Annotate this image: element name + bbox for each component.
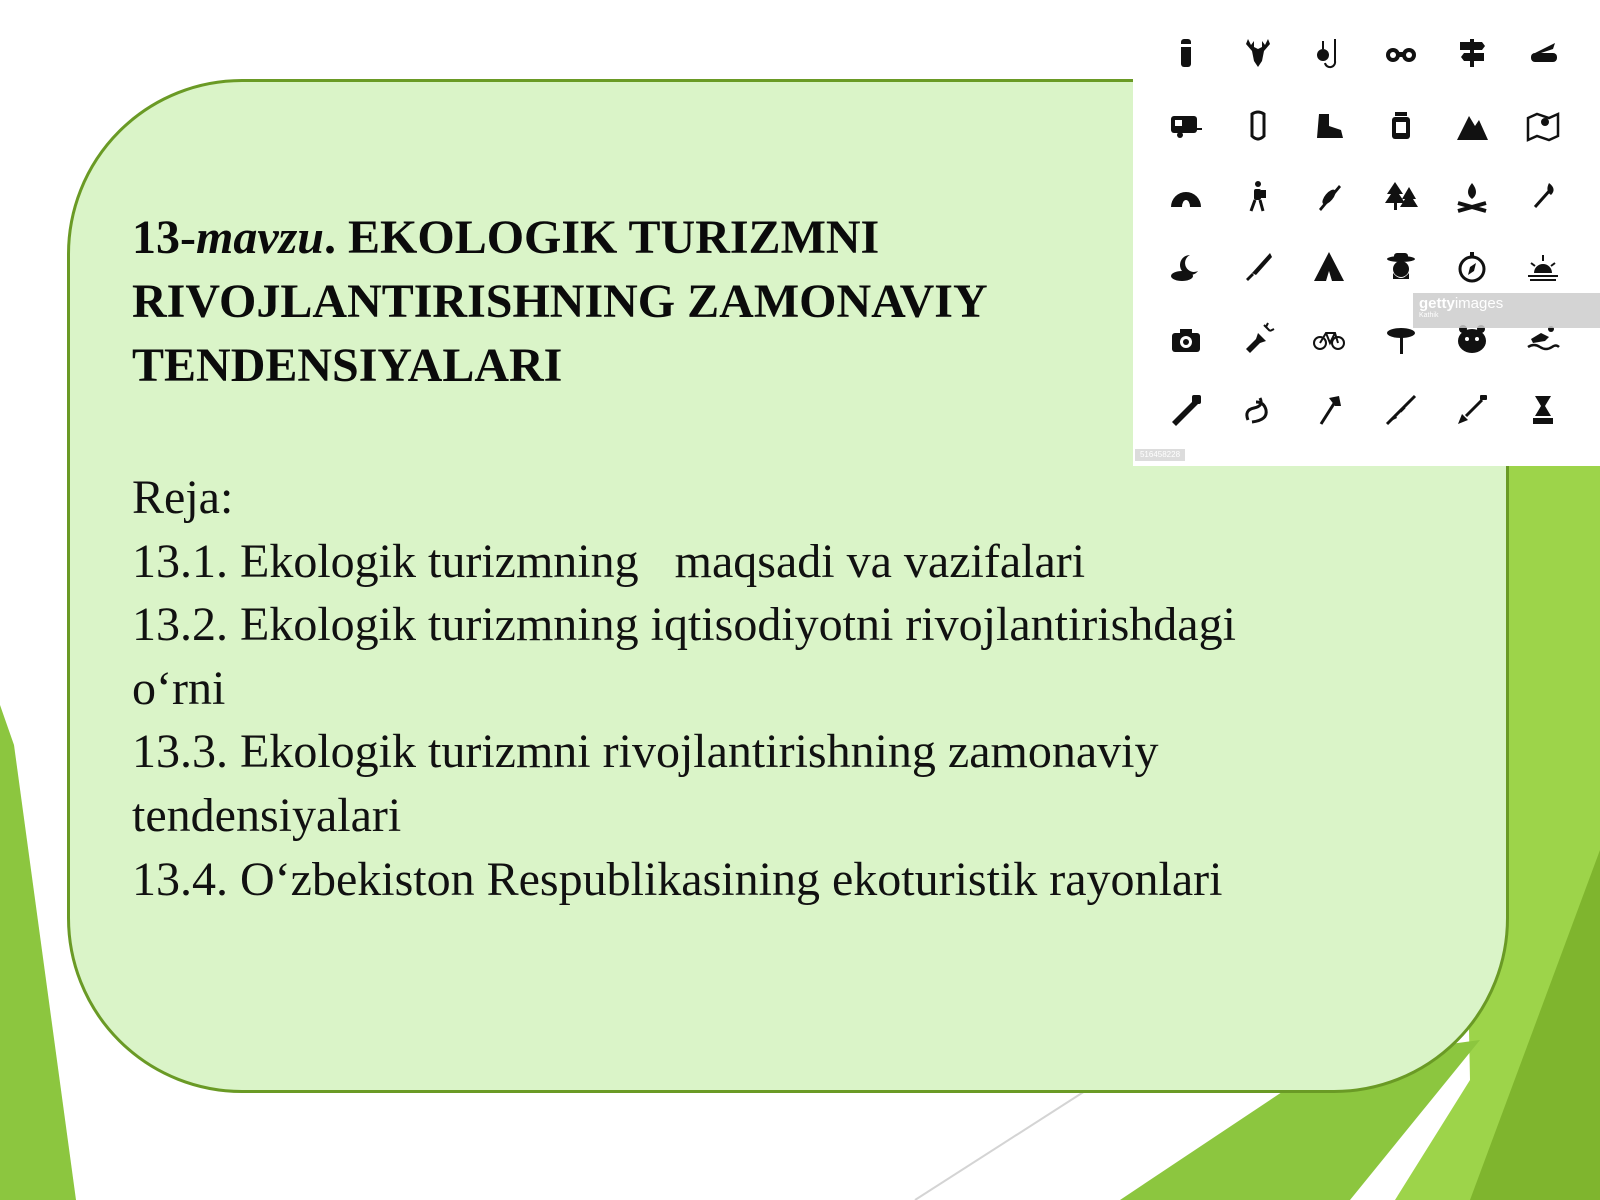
carabiner-icon: [1238, 106, 1278, 146]
match-icon: [1523, 177, 1563, 217]
boot-icon: [1309, 106, 1349, 146]
canoe-icon: [1309, 177, 1349, 217]
flask-icon: [1166, 33, 1206, 73]
getty-watermark: [1413, 293, 1600, 328]
slide-title: [132, 206, 1132, 398]
title-italic: mavzu: [195, 211, 324, 264]
watermark-credit: Kathik: [1419, 312, 1439, 319]
plan-item: 13.1. Ekologik turizmning maqsadi va vazifalari: [132, 534, 1086, 588]
deer-icon: [1238, 33, 1278, 73]
signpost-icon: [1452, 33, 1492, 73]
plan-item-continuation: tendensiyalari: [132, 788, 402, 842]
bicycle-icon: [1309, 319, 1349, 359]
map-icon: [1523, 106, 1563, 146]
dome-tent-icon: [1166, 177, 1206, 217]
lantern-icon: [1381, 106, 1421, 146]
watermark-suffix: images: [1454, 295, 1504, 312]
plan-item: 13.3. Ekologik turizmni rivojlantirishning zamonaviy: [132, 725, 1159, 779]
tepee-icon: [1309, 247, 1349, 287]
title-text: . EKOLOGIK TURIZMNI RIVOJLANTIRISHNING ZAMONAVIY TENDENSIYALARI: [132, 211, 986, 392]
plan-list: [132, 466, 1502, 911]
plan-item-continuation: o‘rni: [132, 661, 226, 715]
campfire-icon: [1452, 177, 1492, 217]
pine-trees-icon: [1381, 177, 1421, 217]
night-icon: [1166, 247, 1206, 287]
icon-grid-image: [1133, 16, 1600, 466]
plan-item: 13.4. O‘zbekiston Respublikasining ekoturistik rayonlari: [132, 852, 1223, 906]
shovel-icon: [1452, 390, 1492, 430]
image-id-label: 516458228: [1135, 449, 1185, 461]
sunrise-icon: [1523, 247, 1563, 287]
plan-heading: Reja:: [132, 471, 234, 524]
rope-icon: [1238, 390, 1278, 430]
binoculars-icon: [1381, 33, 1421, 73]
pocket-knife-icon: [1523, 33, 1563, 73]
camper-icon: [1166, 106, 1206, 146]
saw-icon: [1166, 390, 1206, 430]
fishing-icon: [1309, 33, 1349, 73]
hiker-icon: [1238, 177, 1278, 217]
camera-icon: [1166, 319, 1206, 359]
stove-icon: [1523, 390, 1563, 430]
thin-decor-line: [915, 1075, 1110, 1200]
watermark-brand: getty: [1419, 295, 1455, 312]
left-green-strip: [0, 705, 76, 1200]
hunting-knife-icon: [1238, 247, 1278, 287]
ranger-icon: [1381, 247, 1421, 287]
title-number: 13-: [132, 211, 196, 264]
rifle-icon: [1381, 390, 1421, 430]
compass-icon: [1452, 247, 1492, 287]
axe-icon: [1309, 390, 1349, 430]
flashlight-icon: [1238, 319, 1278, 359]
mountain-icon: [1452, 106, 1492, 146]
plan-item: 13.2. Ekologik turizmning iqtisodiyotni rivojlantirishdagi: [132, 598, 1236, 652]
